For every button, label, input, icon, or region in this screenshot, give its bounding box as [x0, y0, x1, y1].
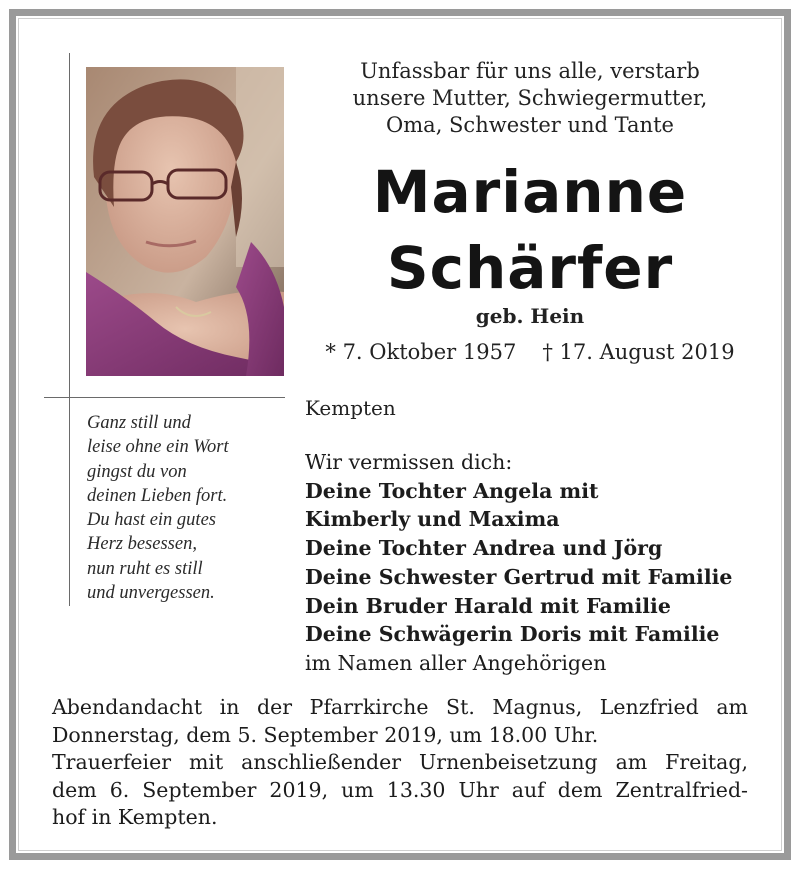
poem: [87, 411, 302, 605]
service-line: hof in Kempten.: [52, 805, 218, 829]
death-date: † 17. August 2019: [542, 340, 735, 364]
mourner-name: Deine Tochter Angela mit: [305, 478, 599, 503]
poem-line: und unvergessen.: [87, 583, 215, 604]
mourners-closing: im Namen aller Angehörigen: [305, 650, 607, 675]
portrait-photo: [86, 67, 284, 376]
mourner-name: Deine Schwägerin Doris mit Familie: [305, 622, 720, 647]
poem-line: Ganz still und: [87, 413, 191, 433]
life-dates: [310, 340, 750, 364]
birth-date: * 7. Oktober 1957: [325, 340, 517, 364]
mourner-name: Dein Bruder Harald mit Familie: [305, 593, 671, 618]
intro-line: unsere Mutter, Schwiegermutter,: [352, 86, 708, 110]
service-line: Donnerstag, dem 5. September 2019, um 18.00 Uhr.: [52, 722, 599, 747]
poem-line: Herz besessen,: [87, 534, 197, 555]
service-line: Abendandacht in der Pfarrkirche St. Magnus, Lenzfried am: [52, 695, 748, 719]
deceased-last-name: Schärfer: [386, 234, 674, 302]
deceased-first-name: Marianne: [372, 158, 688, 226]
city: Kempten: [305, 396, 396, 420]
intro-line: Oma, Schwester und Tante: [386, 113, 674, 137]
service-info: [52, 694, 748, 832]
poem-line: leise ohne ein Wort: [87, 437, 229, 458]
mourners-heading: Wir vermissen dich:: [305, 450, 513, 474]
service-line: dem 6. September 2019, um 13.30 Uhr auf dem Zentralfried-: [52, 777, 748, 802]
cross-horizontal-line: [44, 397, 285, 398]
mourner-name: Deine Schwester Gertrud mit Familie: [305, 564, 733, 589]
poem-line: Du hast ein gutes: [87, 510, 216, 531]
poem-line: deinen Lieben fort.: [87, 485, 228, 506]
intro-text: [310, 58, 750, 139]
mourners-list: [305, 448, 775, 678]
poem-line: nun ruht es still: [87, 558, 203, 579]
intro-line: Unfassbar für uns alle, verstarb: [360, 59, 700, 83]
mourner-name: Kimberly und Maxima: [305, 507, 560, 532]
poem-line: gingst du von: [87, 461, 187, 482]
birth-name: geb. Hein: [475, 304, 585, 328]
service-line: Trauerfeier mit anschließender Urnenbeisetzung am Freitag,: [52, 750, 748, 774]
mourner-name: Deine Tochter Andrea und Jörg: [305, 536, 663, 561]
cross-vertical-line: [69, 53, 70, 606]
